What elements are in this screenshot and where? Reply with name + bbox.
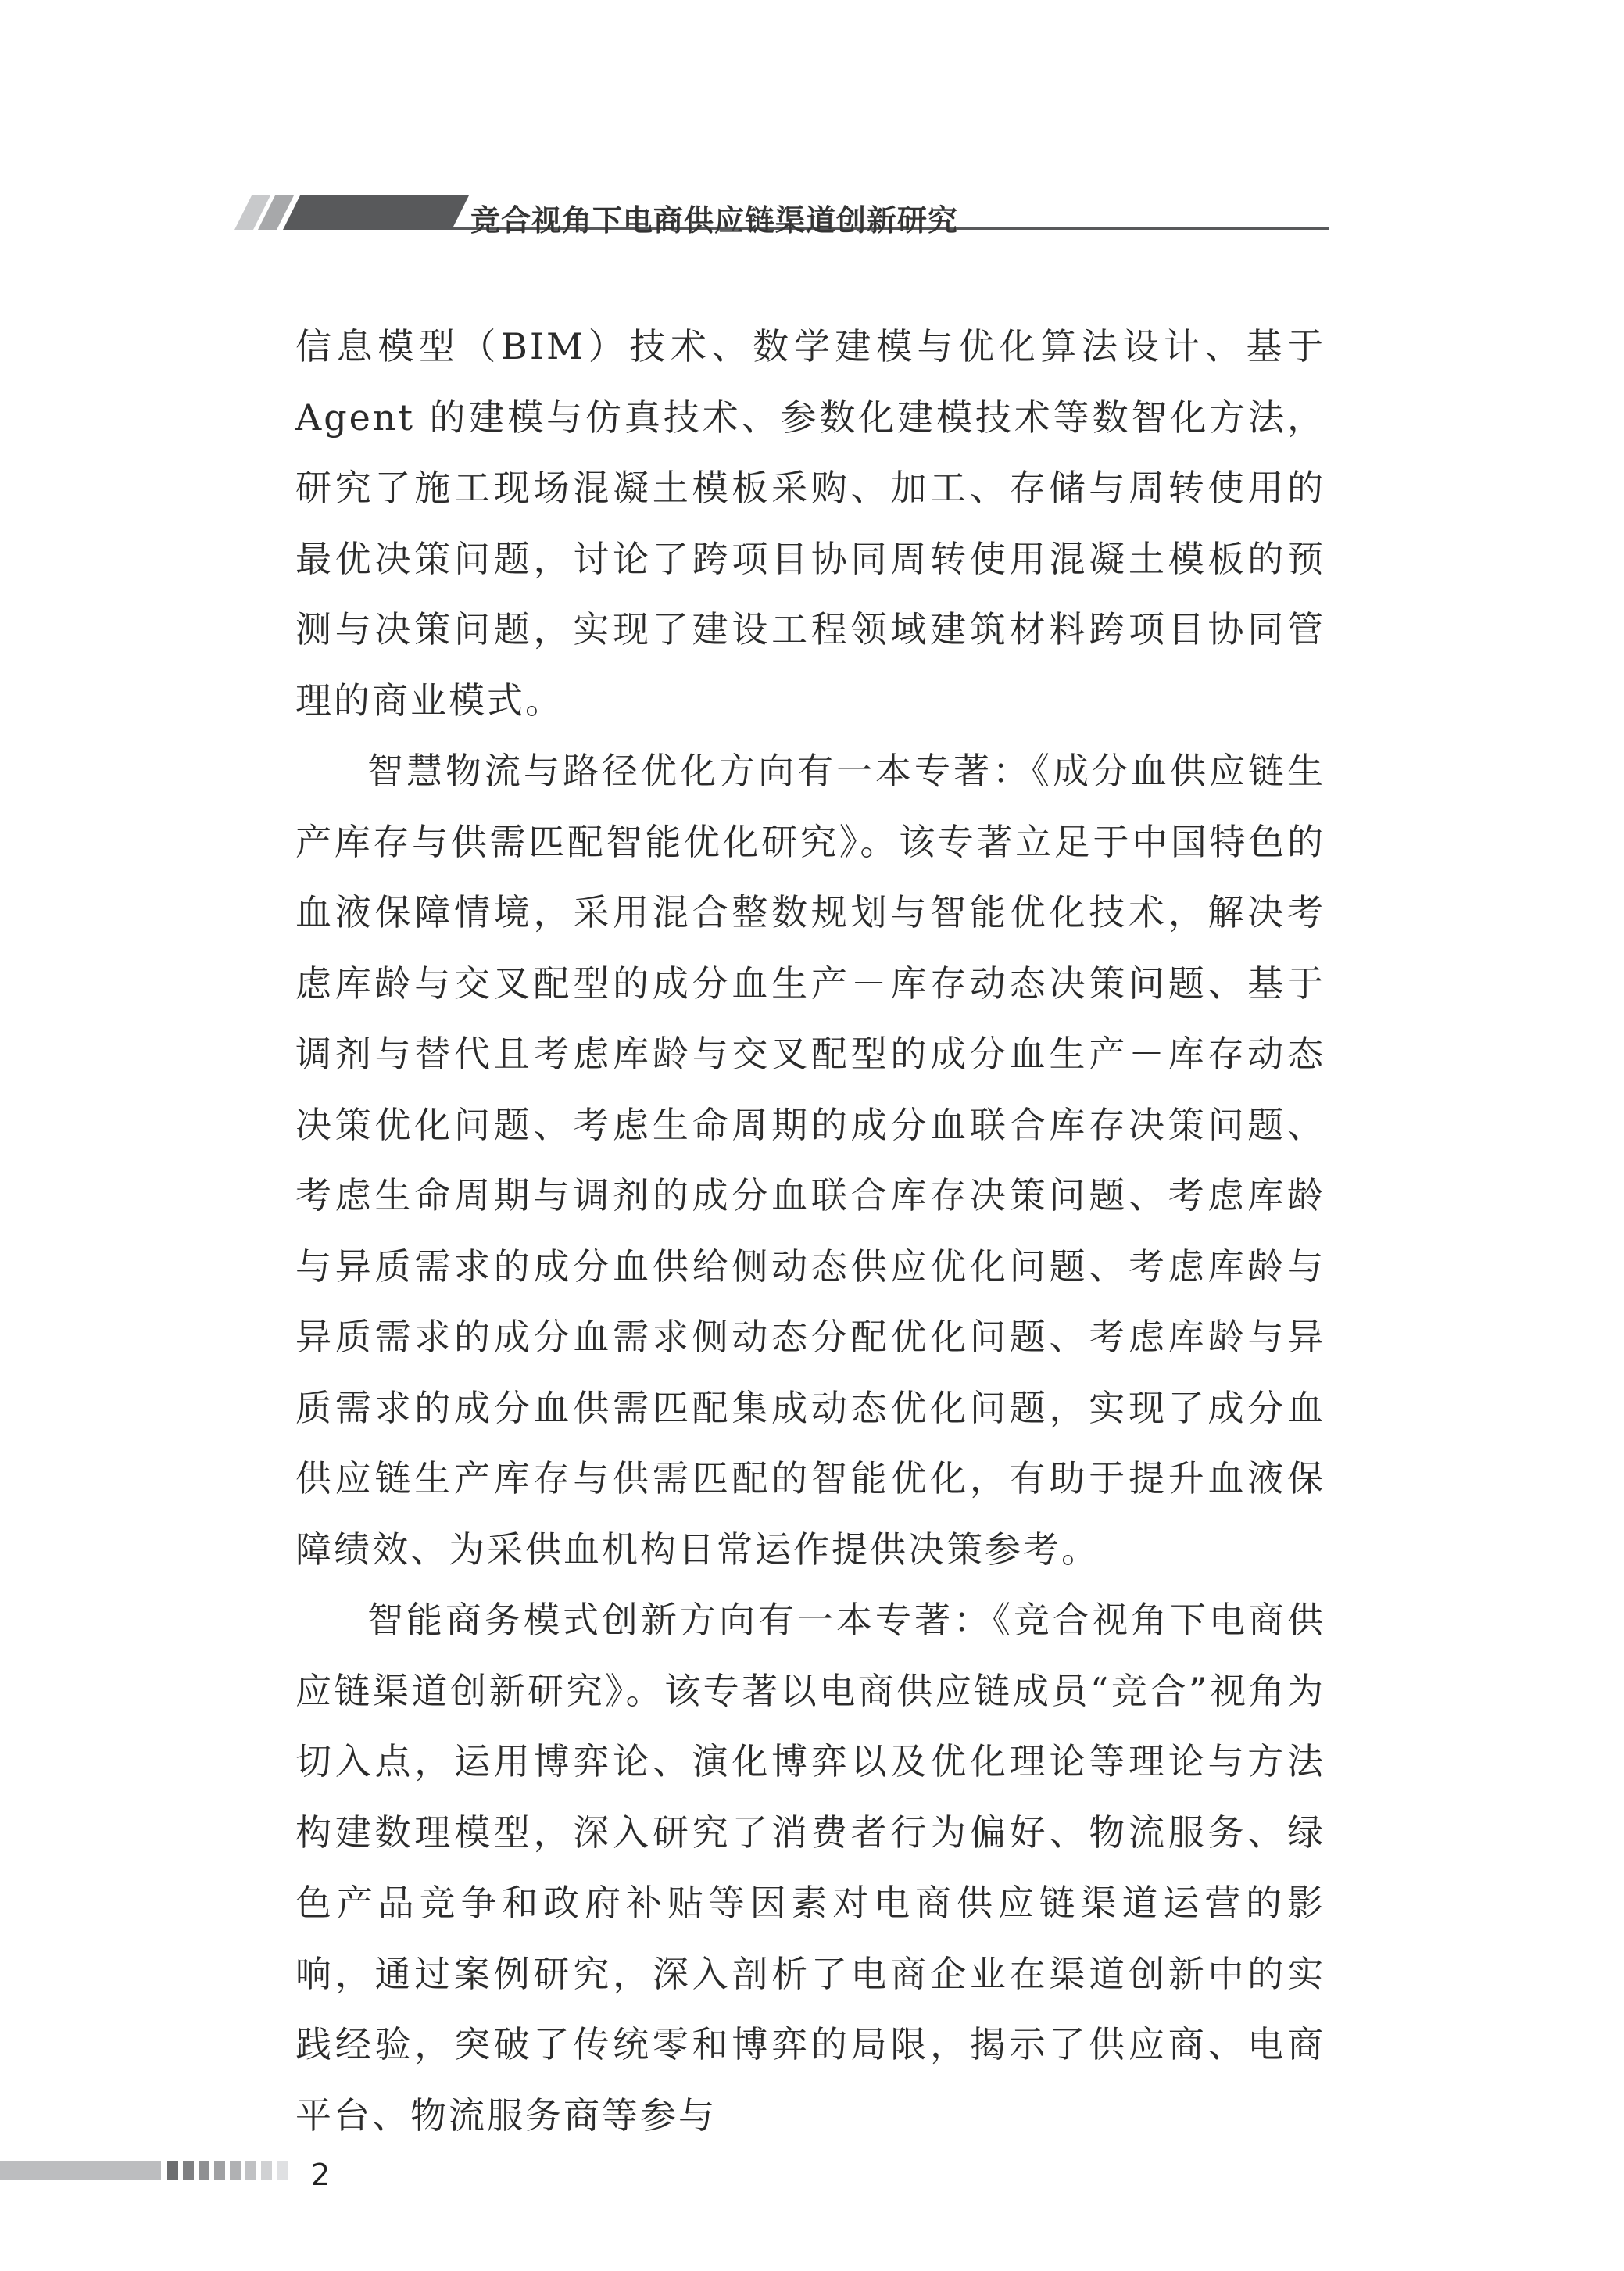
paragraph-continuation: 信息模型（BIM）技术、数学建模与优化算法设计、基于 Agent 的建模与仿真技术、参数化建模技术等数智化方法，研究了施工现场混凝土模板采购、加工、存储与周转使用的最优决策问题，讨论了跨项目协同周转使用混凝土模板的预测与决策问题，实现了建设工程领域建筑材料跨项目协同管理的商业模式。 — [295, 325, 1325, 722]
footer-bar-graphic — [0, 2154, 1624, 2216]
footer-tick-5 — [230, 2161, 241, 2180]
footer-tick-6 — [245, 2161, 256, 2180]
paragraph-blood-supply-chain: 智慧物流与路径优化方向有一本专著：《成分血供应链生产库存与供需匹配智能优化研究》。该专著立足于中国特色的血液保障情境，采用混合整数规划与智能优化技术，解决考虑库龄与交叉配型的成分血生产－库存动态决策问题、基于调剂与替代且考虑库龄与交叉配型的成分血生产－库存动态决策优化问题、考虑生命周期的成分血联合库存决策问题、考虑生命周期与调剂的成分血联合库存决策问题、考虑库龄与异质需求的成分血供给侧动态供应优化问题、考虑库龄与异质需求的成分血需求侧动态分配优化问题、考虑库龄与异质需求的成分血供需匹配集成动态优化问题，实现了成分血供应链生产库存与供需匹配的智能优化，有助于提升血液保障绩效、为采供血机构日常运作提供决策参考。 — [295, 750, 1325, 1571]
page-footer — [0, 2154, 1624, 2216]
main-text — [295, 311, 1325, 2151]
footer-tick-8 — [277, 2161, 288, 2180]
footer-tick-2 — [183, 2161, 194, 2180]
page-number: 2 — [311, 2158, 331, 2192]
paragraph-business-model: 智能商务模式创新方向有一本专著：《竞合视角下电商供应链渠道创新研究》。该专著以电商供应链成员“竞合”视角为切入点，运用博弈论、演化博弈以及优化理论等理论与方法构建数理模型，深入研究了消费者行为偏好、物流服务、绿色产品竞争和政府补贴等因素对电商供应链渠道运营的影响，通过案例研究，深入剖析了电商企业在渠道创新中的实践经验，突破了传统零和博弈的局限，揭示了供应商、电商平台、物流服务商等参与 — [295, 1599, 1325, 2137]
footer-tick-7 — [261, 2161, 272, 2180]
footer-long-bar — [0, 2161, 161, 2180]
header-dark-band — [283, 195, 469, 230]
footer-tick-3 — [199, 2161, 209, 2180]
footer-tick-1 — [167, 2161, 178, 2180]
running-title: 竞合视角下电商供应链渠道创新研究 — [470, 203, 959, 238]
footer-tick-4 — [214, 2161, 225, 2180]
page-header — [0, 0, 1624, 250]
